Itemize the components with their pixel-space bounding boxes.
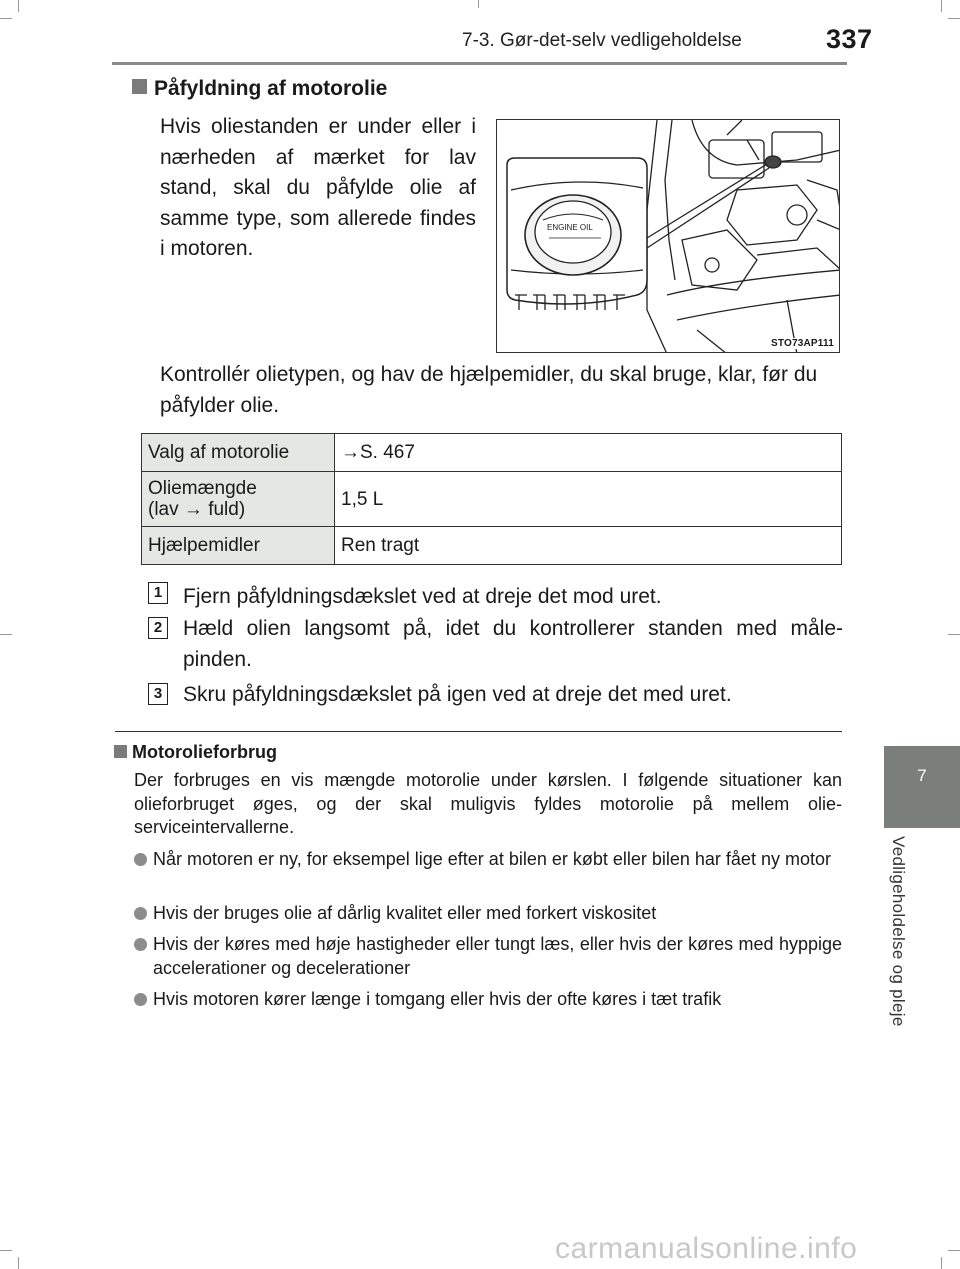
chapter-tab: [884, 746, 960, 828]
table-row: [142, 527, 842, 565]
list-item: [134, 902, 842, 926]
step-text: Hæld olien langsomt på, idet du kontrollerer standen med måle-pinden.: [183, 617, 843, 671]
instruction-paragraph: Kontrollér olietypen, og hav de hjælpemidler, du skal bruge, klar, før du påfylder olie.: [160, 363, 818, 417]
arrow-right-icon: →: [341, 441, 360, 463]
label-line: (lav: [148, 499, 179, 520]
crop-mark: [478, 0, 479, 8]
crop-mark: [948, 634, 960, 635]
chapter-number: 7: [917, 766, 927, 785]
label-line: Oliemængde: [148, 478, 257, 499]
page-number: 337: [826, 24, 873, 54]
section-heading: [132, 77, 387, 101]
step-number-badge: 2: [148, 617, 168, 639]
list-item-text: Hvis der bruges olie af dårlig kvalitet eller med forkert viskositet: [153, 903, 657, 923]
table-label-cell: Valg af motorolie: [142, 434, 335, 472]
info-heading-text: Motorolieforbrug: [132, 742, 277, 762]
list-item: [134, 933, 842, 980]
watermark: carmanualsonline.info: [555, 1232, 858, 1265]
list-item: [134, 988, 842, 1012]
engine-bay-drawing: [497, 120, 840, 353]
step-text: Fjern påfyldningsdækslet ved at dreje det mod uret.: [183, 585, 662, 608]
list-item-text: Hvis motoren kører længe i tomgang eller hvis der ofte køres i tæt trafik: [153, 989, 722, 1009]
page-reference[interactable]: S. 467: [360, 441, 415, 463]
list-item: [134, 848, 842, 872]
step-number-badge: 1: [148, 582, 168, 604]
list-item-text: Hvis der køres med høje hastigheder eller tungt læs, eller hvis der køres med hyppige accelerationer og decelerationer: [153, 934, 842, 978]
table-row: [142, 434, 842, 472]
bullet-dot-icon: [134, 938, 147, 951]
crop-mark: [0, 1250, 12, 1251]
figure-code: STO73AP111: [771, 338, 834, 349]
cap-label: ENGINE OIL: [547, 223, 593, 232]
crop-mark: [941, 1257, 942, 1269]
crop-mark: [948, 18, 960, 19]
crop-mark: [0, 634, 12, 635]
arrow-right-icon: →: [183, 499, 203, 520]
info-heading: [114, 742, 277, 763]
intro-paragraph: Hvis oliestanden er under eller i nærheden af mærket for lav stand, skal du påfylde olie af samme type, som allerede findes i motoren.: [160, 115, 476, 260]
bullet-dot-icon: [134, 853, 147, 866]
table-value-cell: 1,5 L: [335, 472, 842, 527]
step-number-badge: 3: [148, 683, 168, 705]
crop-mark: [18, 1257, 19, 1269]
header-rule: [112, 62, 847, 65]
table-value-cell: [335, 434, 842, 472]
crop-mark: [948, 1250, 960, 1251]
bullet-dot-icon: [134, 907, 147, 920]
square-bullet-icon: [132, 79, 147, 94]
section-heading-text: Påfyldning af motorolie: [154, 77, 388, 100]
section-divider: [115, 731, 842, 732]
table-label-cell: Hjælpemidler: [142, 527, 335, 565]
square-bullet-icon: [114, 745, 127, 758]
bullet-dot-icon: [134, 993, 147, 1006]
step-text: Skru påfyldningsdækslet på igen ved at dreje det med uret.: [183, 683, 732, 706]
table-value-cell: Ren tragt: [335, 527, 842, 565]
label-line: fuld): [208, 499, 246, 520]
oil-spec-table: [141, 433, 842, 565]
crop-mark: [0, 18, 12, 19]
crop-mark: [18, 0, 19, 12]
table-row: [142, 472, 842, 527]
running-header: 7-3. Gør-det-selv vedligeholdelse: [462, 30, 742, 51]
table-label-cell: [142, 472, 335, 527]
list-item-text: Når motoren er ny, for eksempel lige efter at bilen er købt eller bilen har fået ny motor: [153, 849, 831, 869]
engine-oil-cap-illustration: [496, 119, 840, 353]
chapter-title: Vedligeholdelse og pleje: [889, 836, 908, 1027]
crop-mark: [941, 0, 942, 12]
info-paragraph: Der forbruges en vis mængde motorolie under kørslen. I følgende situationer kan olieforbruget øges, og der skal muligvis fyldes motorolie på mellem olie-serviceintervallerne.: [134, 770, 842, 837]
